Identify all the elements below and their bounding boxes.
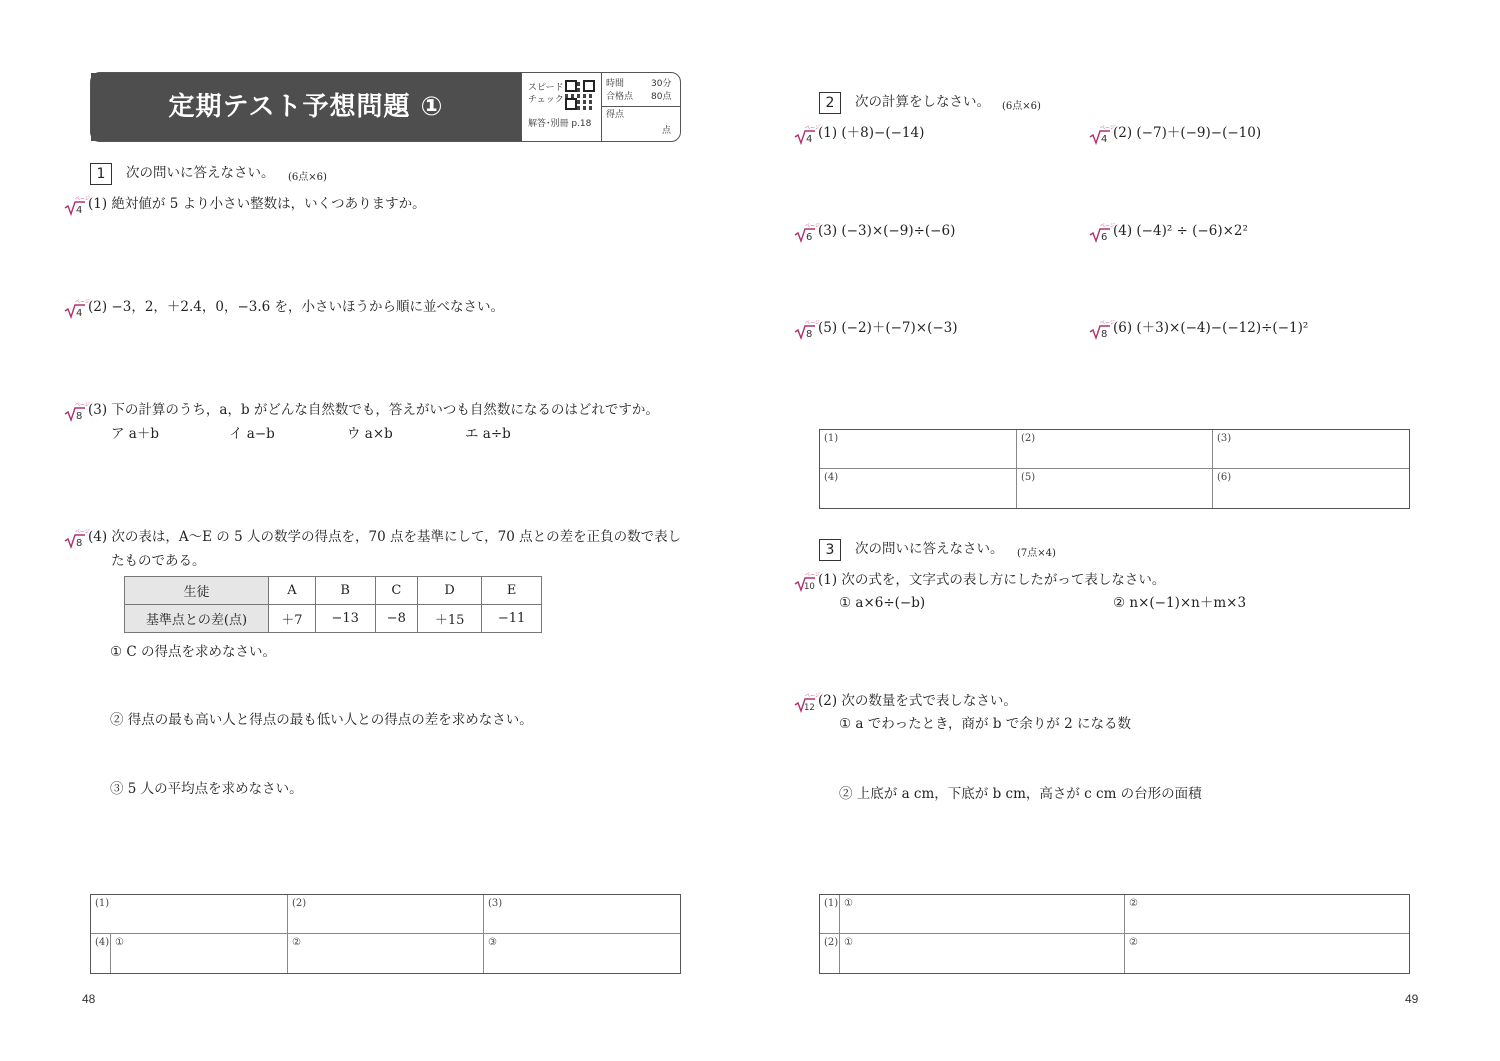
page-number-left: 48	[82, 992, 96, 1006]
qr-corner	[565, 98, 577, 110]
page-ref-icon	[794, 318, 820, 340]
page-ref-icon	[794, 221, 820, 243]
question-3-1-a: ① a×6÷(−b)	[839, 595, 926, 611]
page-ref-icon	[1089, 318, 1115, 340]
section-3-instruction: 次の問いに答えなさい。	[855, 541, 1004, 557]
question-1-4-sub2: ② 得点の最も高い人と得点の最も低い人との得点の差を求めなさい。	[110, 712, 533, 728]
answer-cell[interactable]: ①	[111, 934, 288, 973]
page-ref-number: 10	[804, 582, 815, 592]
table-cell: ＋15	[417, 605, 481, 633]
page-ref-number: 8	[76, 538, 83, 549]
option-i: イ a−b	[229, 426, 275, 442]
calc-item-2: (2) (−7)＋(−9)−(−10)	[1113, 125, 1262, 141]
page-ref-icon	[64, 400, 90, 422]
table-row	[125, 605, 542, 633]
question-3-2-b: ② 上底が a cm，下底が b cm，高さが c cm の台形の面積	[839, 786, 1202, 802]
qr-corner	[583, 80, 595, 92]
page-ref-number: 8	[806, 329, 813, 340]
question-1-4-sub1: ① C の得点を求めなさい。	[110, 644, 277, 660]
question-3-1-b: ② n×(−1)×n＋m×3	[1113, 595, 1247, 611]
page-number-right: 49	[1405, 992, 1419, 1006]
table-header-cell: A	[269, 577, 316, 605]
answer-row-label: (4)	[91, 934, 111, 973]
page-ref-number: 6	[1101, 232, 1108, 243]
page-ref-icon	[794, 123, 820, 145]
score-label: 得点	[606, 110, 625, 120]
table-header-cell: C	[375, 577, 417, 605]
table-cell: −13	[315, 605, 375, 633]
answer-cell[interactable]: ②	[1129, 937, 1138, 948]
page-ref-label: ページ	[75, 529, 90, 535]
page-ref-number: 8	[76, 411, 83, 422]
answer-cell[interactable]: (3)	[484, 895, 680, 934]
table-cell: −8	[375, 605, 417, 633]
table-header-cell: 生徒	[125, 577, 269, 605]
answer-row-label: (2)	[820, 934, 840, 973]
page-ref-label: ページ	[1100, 223, 1115, 229]
test-title: 定期テスト予想問題 ①	[91, 73, 521, 141]
answer-cell[interactable]: (5)	[1017, 469, 1213, 508]
calc-item-4: (4) (−4)² ÷ (−6)×2²	[1113, 223, 1248, 239]
question-1-1: (1) 絶対値が 5 より小さい整数は，いくつありますか。	[88, 196, 426, 212]
table-header-cell: D	[417, 577, 481, 605]
divider	[601, 106, 680, 107]
option-a: ア a＋b	[111, 426, 159, 442]
answer-cell[interactable]: ①	[840, 934, 1125, 973]
question-1-2: (2) −3，2，＋2.4，0，−3.6 を，小さいほうから順に並べなさい。	[88, 299, 505, 315]
calc-item-5: (5) (−2)＋(−7)×(−3)	[818, 320, 958, 336]
answer-cell[interactable]: ②	[1125, 895, 1409, 934]
page-ref-label: ページ	[1100, 320, 1115, 326]
test-header	[90, 72, 681, 142]
answer-cell[interactable]: (2)	[288, 895, 484, 934]
section-3-number: 3	[819, 539, 841, 561]
score-diff-table	[124, 576, 542, 633]
page-ref-label: ページ	[805, 572, 820, 578]
qr-corner	[565, 80, 577, 92]
page-ref-label: ページ	[805, 125, 820, 131]
page-ref-label: ページ	[805, 320, 820, 326]
answer-ref: 解答･別冊 p.18	[528, 119, 592, 129]
calc-item-3: (3) (−3)×(−9)÷(−6)	[818, 223, 956, 239]
answer-grid-2	[819, 429, 1410, 509]
speed-check-label-1: スピード	[528, 83, 564, 93]
page-ref-number: 4	[76, 205, 83, 216]
answer-cell[interactable]: (1)	[820, 430, 1017, 469]
speed-check-box	[521, 73, 602, 141]
section-2-instruction: 次の計算をしなさい。	[855, 94, 990, 110]
question-1-3: (3) 下の計算のうち，a，b がどんな自然数でも，答えがいつも自然数になるのはどれですか。	[88, 402, 659, 418]
time-label: 時間	[606, 79, 625, 89]
answer-grid-1	[90, 894, 681, 974]
page-ref-number: 12	[804, 703, 815, 713]
page-ref-label: ページ	[75, 196, 90, 202]
table-cell: 基準点との差(点)	[125, 605, 269, 633]
score-box	[601, 73, 680, 141]
question-3-1: (1) 次の式を，文字式の表し方にしたがって表しなさい。	[818, 572, 1166, 588]
question-1-4-line2: たものである。	[111, 553, 206, 569]
table-header-cell: E	[482, 577, 542, 605]
section-2-points: (6点×6)	[1002, 101, 1041, 112]
page-ref-icon	[794, 691, 820, 713]
answer-cell[interactable]: ③	[488, 937, 497, 948]
page-ref-icon	[64, 297, 90, 319]
question-1-4-line1: (4) 次の表は，A〜E の 5 人の数学の得点を，70 点を基準にして，70 点との差を正負の数で表し	[88, 529, 682, 545]
table-cell: ＋7	[269, 605, 316, 633]
answer-cell[interactable]: ②	[288, 934, 484, 973]
section-1-number: 1	[90, 163, 112, 185]
page-ref-icon	[64, 194, 90, 216]
table-header-cell: B	[315, 577, 375, 605]
page-ref-label: ページ	[805, 693, 820, 699]
table-cell: −11	[482, 605, 542, 633]
page-ref-icon	[794, 570, 820, 592]
page-ref-label: ページ	[75, 402, 90, 408]
page-ref-number: 4	[1101, 134, 1108, 145]
answer-cell[interactable]: (6)	[1217, 472, 1232, 483]
page-ref-number: 6	[806, 232, 813, 243]
section-3-points: (7点×4)	[1017, 548, 1056, 559]
section-1-points: (6点×6)	[288, 172, 327, 183]
page-ref-icon	[64, 527, 90, 549]
option-e: エ a÷b	[465, 426, 511, 442]
pass-label: 合格点	[606, 92, 634, 102]
page-ref-label: ページ	[75, 299, 90, 305]
calc-item-1: (1) (＋8)−(−14)	[818, 125, 925, 141]
time-value: 30分	[651, 79, 672, 89]
section-1-instruction: 次の問いに答えなさい。	[126, 165, 275, 181]
page-ref-label: ページ	[805, 223, 820, 229]
answer-cell[interactable]: (3)	[1213, 430, 1409, 469]
page-ref-number: 4	[806, 134, 813, 145]
page-ref-number: 4	[76, 308, 83, 319]
question-1-4-sub3: ③ 5 人の平均点を求めなさい。	[110, 781, 303, 797]
page-ref-icon	[1089, 221, 1115, 243]
answer-row-label: (1)	[820, 895, 840, 934]
page-ref-label: ページ	[1100, 125, 1115, 131]
option-u: ウ a×b	[347, 426, 393, 442]
answer-cell[interactable]: (2)	[1017, 430, 1213, 469]
answer-cell[interactable]: ①	[840, 895, 1125, 934]
question-3-2: (2) 次の数量を式で表しなさい。	[818, 693, 1017, 709]
score-unit: 点	[662, 126, 672, 136]
page-ref-number: 8	[1101, 329, 1108, 340]
section-2-number: 2	[819, 92, 841, 114]
answer-grid-3	[819, 894, 1410, 974]
answer-cell[interactable]: (1)	[91, 895, 288, 934]
answer-cell[interactable]: (4)	[820, 469, 1017, 508]
page-ref-icon	[1089, 123, 1115, 145]
table-row	[125, 577, 542, 605]
calc-item-6: (6) (＋3)×(−4)−(−12)÷(−1)²	[1113, 320, 1309, 336]
pass-value: 80点	[651, 92, 672, 102]
speed-check-label-2: チェック	[528, 95, 564, 105]
question-3-2-a: ① a でわったとき，商が b で余りが 2 になる数	[839, 716, 1131, 732]
